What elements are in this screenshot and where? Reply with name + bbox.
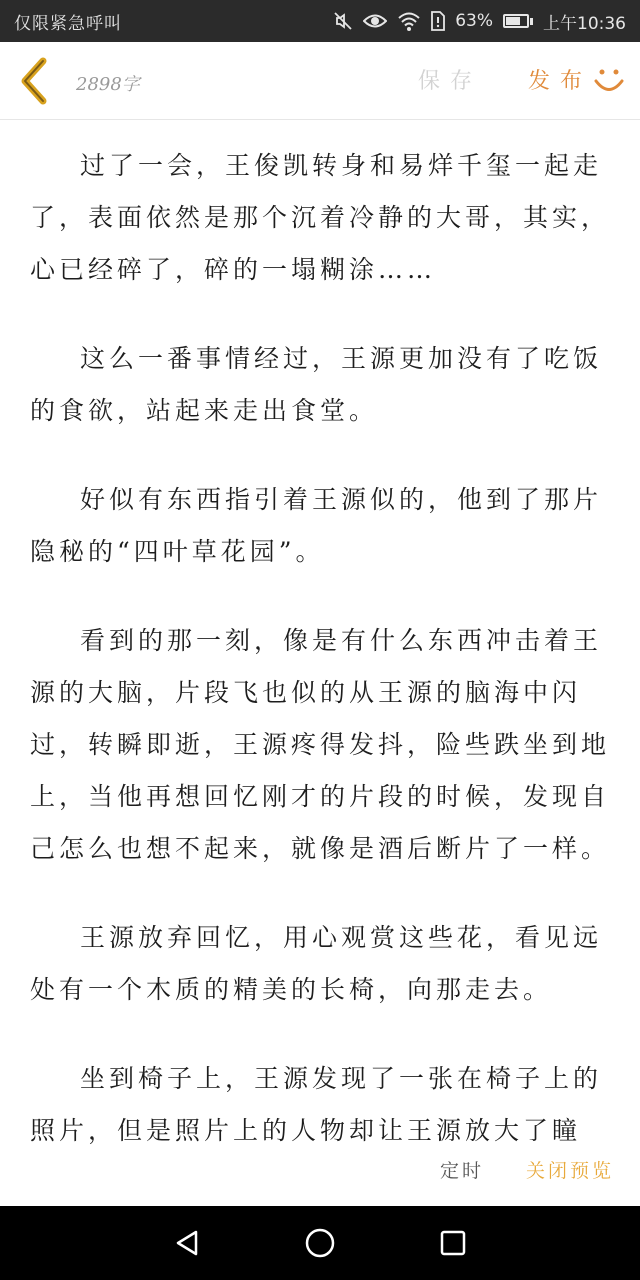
battery-level <box>506 17 520 25</box>
battery-icon <box>503 14 533 28</box>
navigation-bar <box>0 1206 640 1280</box>
battery-percent: 63% <box>455 11 493 31</box>
article-content <box>30 140 614 1194</box>
eye-icon <box>363 12 387 30</box>
paragraph: 过了一会，王俊凯转身和易烊千玺一起走了，表面依然是那个沉着冷静的大哥，其实，心已经碎了，碎的一塌糊涂…… <box>30 151 611 284</box>
back-triangle-icon[interactable] <box>167 1223 207 1263</box>
paragraph: 坐到椅子上，王源发现了一张在椅子上的照片，但是照片上的人物却让王源放大了瞳 <box>30 1064 603 1145</box>
paragraph: 王源放弃回忆，用心观赏这些花，看见远处有一个木质的精美的长椅，向那走去。 <box>30 923 603 1004</box>
paragraph: 好似有东西指引着王源似的，他到了那片隐秘的“四叶草花园”。 <box>30 485 603 566</box>
smile-icon[interactable] <box>592 64 626 98</box>
chevron-left-icon <box>17 57 51 105</box>
back-button[interactable] <box>14 56 54 106</box>
timer-button[interactable]: 定时 <box>440 1160 485 1182</box>
editor-header <box>0 42 640 120</box>
recents-square-icon[interactable] <box>433 1223 473 1263</box>
publish-button[interactable]: 发布 <box>528 69 593 94</box>
status-time: 上午10:36 <box>543 13 626 34</box>
mute-icon <box>333 11 353 31</box>
status-icons <box>333 9 626 34</box>
sim-alert-icon <box>431 11 445 31</box>
word-count: 2898字 <box>76 74 140 95</box>
save-button[interactable]: 保存 <box>418 69 483 94</box>
paragraph: 看到的那一刻，像是有什么东西冲击着王源的大脑，片段飞也似的从王源的脑海中闪过，转瞬即逝，王源疼得发抖，险些跌坐到地上，当他再想回忆刚才的片段的时候，发现自己怎么也想不起来，就像是酒后断片了一样。 <box>30 626 611 863</box>
wifi-icon <box>397 11 421 31</box>
home-circle-icon[interactable] <box>300 1223 340 1263</box>
status-carrier-text: 仅限紧急呼叫 <box>14 13 122 34</box>
status-bar <box>0 0 640 42</box>
close-preview-button[interactable]: 关闭预览 <box>526 1160 615 1182</box>
paragraph: 这么一番事情经过，王源更加没有了吃饭的食欲，站起来走出食堂。 <box>30 344 603 425</box>
